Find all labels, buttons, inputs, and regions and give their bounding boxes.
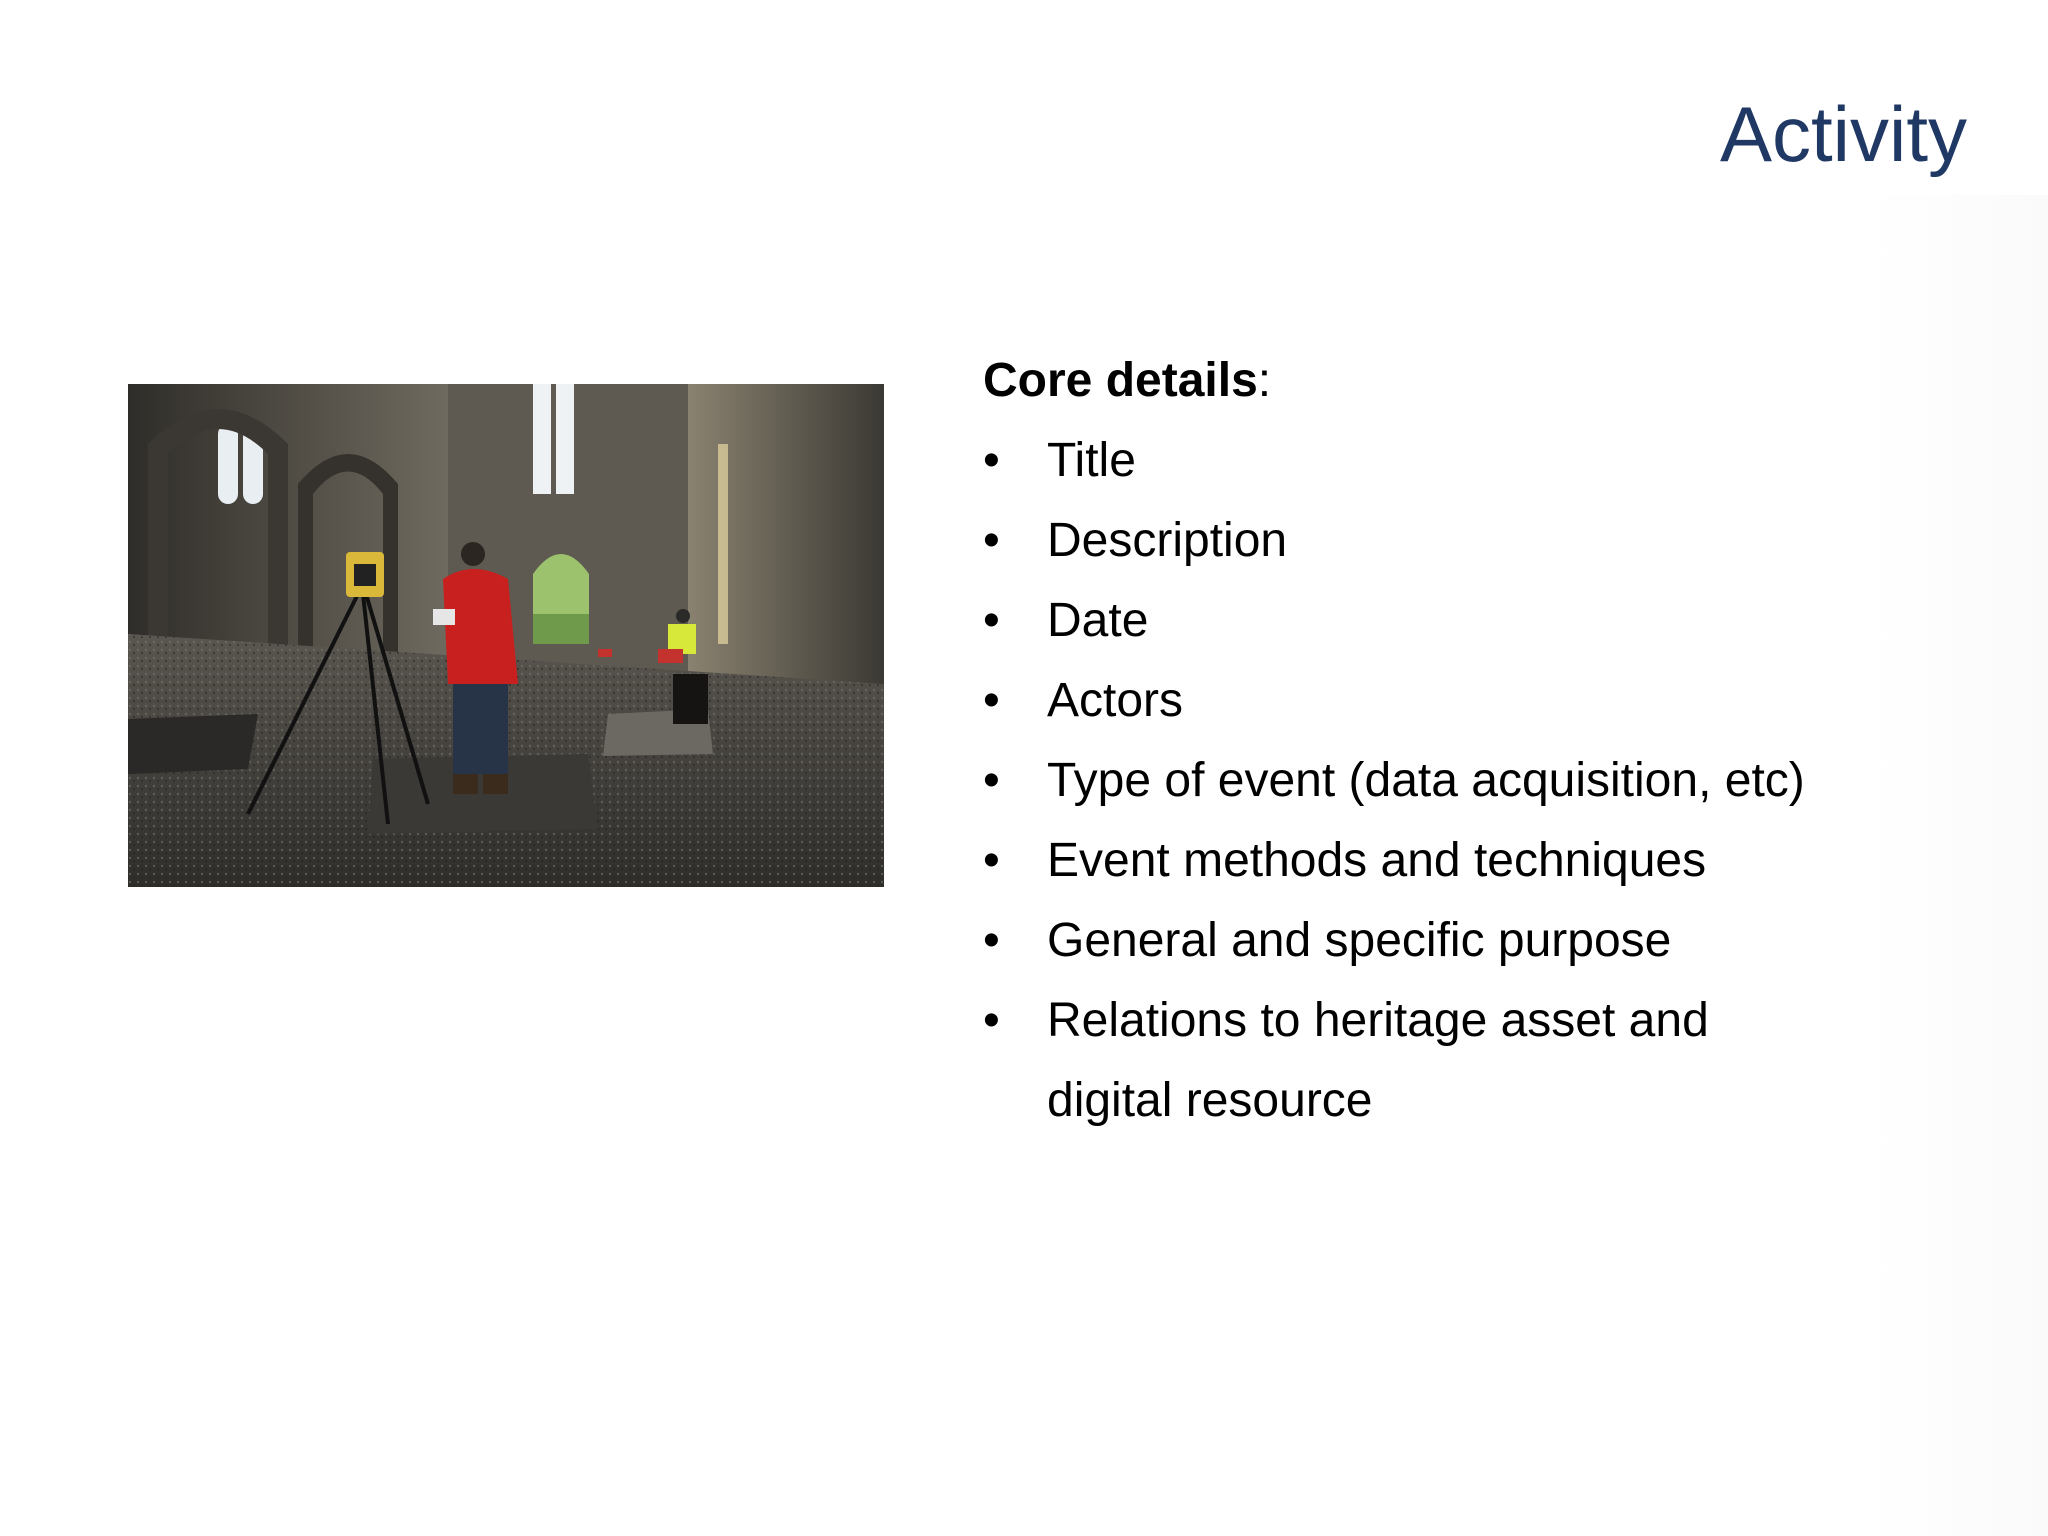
list-item: [983, 821, 1983, 901]
core-details-heading-text: Core details: [983, 354, 1258, 407]
list-item-label: General and specific purpose: [1047, 914, 1672, 967]
photo-illustration: [128, 384, 884, 887]
list-item-label: Title: [1047, 434, 1136, 487]
list-item: [983, 581, 1983, 661]
list-item: [983, 661, 1983, 741]
list-item-label: Event methods and techniques: [1047, 834, 1707, 887]
core-details-heading-colon: :: [1257, 354, 1272, 407]
bullet-icon: •: [983, 434, 1000, 487]
list-item: [983, 981, 1767, 1141]
list-item: [983, 741, 1983, 821]
bullet-icon: •: [983, 994, 1000, 1047]
bullet-icon: •: [983, 834, 1000, 887]
core-details-section: [983, 341, 1983, 1141]
list-item: [983, 901, 1983, 981]
list-item-label: Relations to heritage asset and digital resource: [1047, 994, 1709, 1127]
bullet-icon: •: [983, 754, 1000, 807]
bullet-icon: •: [983, 914, 1000, 967]
list-item-label: Date: [1047, 594, 1149, 647]
list-item: [983, 421, 1983, 501]
bullet-icon: •: [983, 594, 1000, 647]
bullet-icon: •: [983, 514, 1000, 567]
site-survey-photo: [128, 384, 884, 887]
list-item: [983, 501, 1983, 581]
slide-title: Activity: [1719, 90, 1967, 178]
core-details-list: [983, 421, 1983, 1141]
core-details-heading: [983, 341, 1983, 421]
bullet-icon: •: [983, 674, 1000, 727]
list-item-label: Description: [1047, 514, 1288, 567]
list-item-label: Actors: [1047, 674, 1184, 727]
list-item-label: Type of event (data acquisition, etc): [1047, 754, 1805, 807]
